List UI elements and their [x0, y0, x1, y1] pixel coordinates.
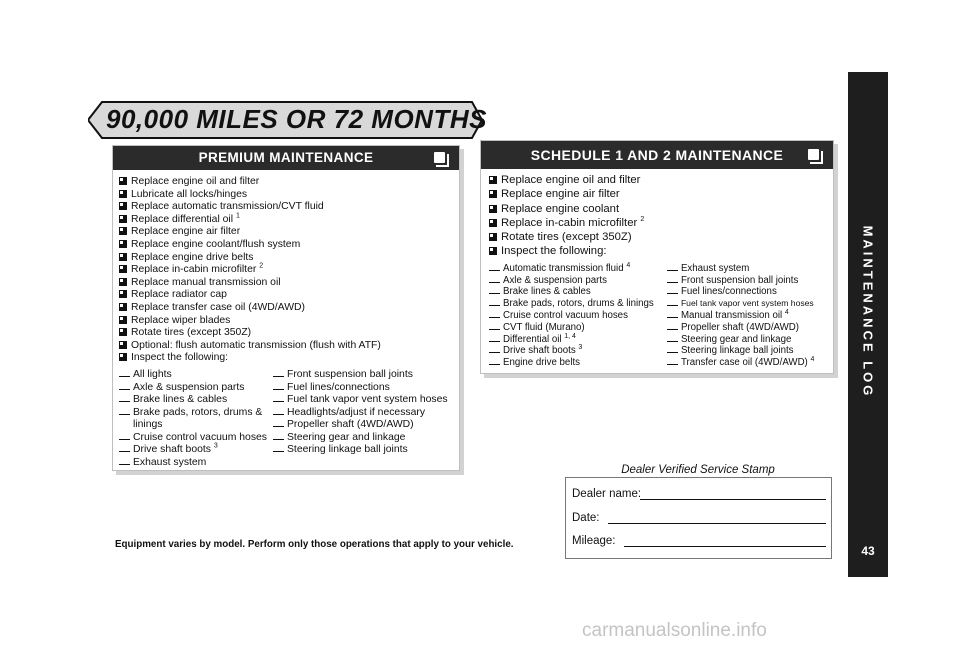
side-tab-label: [848, 72, 888, 512]
schedule-heading-text: SCHEDULE 1 AND 2 MAINTENANCE: [530, 147, 784, 163]
checkbox-icon: [489, 176, 497, 184]
date-line[interactable]: [608, 523, 826, 524]
list-item: Exhaust system: [667, 263, 833, 275]
page-number: 43: [861, 544, 875, 558]
list-item: Axle & suspension parts: [489, 275, 667, 287]
dealer-name-line[interactable]: [640, 499, 826, 500]
list-item: Inspect the following:: [489, 244, 833, 258]
list-item: Replace engine drive belts: [119, 252, 459, 265]
dealer-name-label: Dealer name:: [572, 488, 642, 500]
list-item: Rotate tires (except 350Z): [119, 327, 459, 340]
list-item: Replace engine air filter: [119, 226, 459, 239]
footnote-mark: 2: [259, 262, 264, 270]
list-item: Propeller shaft (4WD/AWD): [667, 322, 833, 334]
footnote-mark: 4: [784, 308, 789, 316]
list-item: Optional: flush automatic transmission (flush with ATF): [119, 340, 459, 353]
checkbox-icon: [489, 247, 497, 255]
list-item: Axle & suspension parts: [119, 382, 273, 395]
side-tab-text: MAINTENANCE LOG: [860, 225, 876, 399]
schedule-inspect-col1: [489, 263, 667, 369]
date-label: Date:: [572, 512, 600, 524]
list-item: Fuel tank vapor vent system hoses: [667, 298, 833, 310]
list-item: Engine drive belts: [489, 357, 667, 369]
list-item: Rotate tires (except 350Z): [489, 230, 833, 244]
list-item: Exhaust system: [119, 457, 273, 470]
list-item: Replace differential oil $^1$: [119, 214, 459, 227]
footnote-mark: 1: [235, 212, 240, 220]
schedule-item-list: [489, 173, 833, 259]
checkbox-icon: [434, 152, 445, 163]
list-item: Steering linkage ball joints: [273, 444, 453, 457]
list-item: Differential oil $^{1, 4}$: [489, 334, 667, 346]
premium-inspect-col2: [273, 369, 453, 470]
schedule-maintenance-box: [480, 140, 834, 374]
schedule-inspect-col2: [667, 263, 833, 369]
checkbox-icon: [119, 227, 127, 235]
checkbox-icon: [119, 316, 127, 324]
list-item: Cruise control vacuum hoses: [489, 310, 667, 322]
list-item: Headlights/adjust if necessary: [273, 407, 453, 420]
list-item: Replace engine coolant/flush system: [119, 239, 459, 252]
list-item: Cruise control vacuum hoses: [119, 432, 273, 445]
footnote-mark: 4: [626, 261, 631, 269]
list-item: Propeller shaft (4WD/AWD): [273, 419, 453, 432]
list-item: linings: [133, 419, 163, 431]
list-item: Fuel tank vapor vent system hoses: [273, 394, 453, 407]
list-item: Drive shaft boots $^3$: [489, 345, 667, 357]
list-item: Brake pads, rotors, drums & linings: [489, 298, 667, 310]
premium-item-list: [119, 176, 459, 365]
checkbox-icon: [119, 240, 127, 248]
premium-maintenance-box: [112, 145, 460, 471]
list-item: Manual transmission oil $^4$: [667, 310, 833, 322]
title-banner: [88, 100, 487, 140]
list-item: Fuel lines/connections: [667, 286, 833, 298]
checkbox-icon: [119, 341, 127, 349]
list-item: Fuel lines/connections: [273, 382, 453, 395]
checkbox-icon: [119, 253, 127, 261]
footnote-mark: 1, 4: [564, 332, 576, 340]
checkbox-icon: [119, 290, 127, 298]
checkbox-icon: [119, 190, 127, 198]
list-item: Inspect the following:: [119, 352, 459, 365]
checkbox-icon: [119, 303, 127, 311]
side-tab: [848, 72, 888, 577]
list-item: Steering gear and linkage: [667, 334, 833, 346]
premium-heading: [113, 146, 459, 170]
premium-inspect-col1: [119, 369, 273, 470]
footnote-mark: 2: [640, 216, 645, 224]
footnote-mark: 3: [578, 344, 583, 352]
checkbox-icon: [119, 328, 127, 336]
schedule-inspect-list: [489, 263, 833, 369]
checkbox-icon: [119, 215, 127, 223]
list-item: Brake pads, rotors, drums &: [119, 407, 273, 420]
stamp-title: Dealer Verified Service Stamp: [621, 464, 775, 476]
list-item: Replace engine air filter: [489, 187, 833, 201]
list-item: Front suspension ball joints: [273, 369, 453, 382]
list-item: Replace engine coolant: [489, 202, 833, 216]
list-item: Lubricate all locks/hinges: [119, 189, 459, 202]
list-item: Front suspension ball joints: [667, 275, 833, 287]
checkbox-icon: [119, 265, 127, 273]
dealer-stamp-box: [565, 477, 832, 559]
equipment-note: Equipment varies by model. Perform only those operations that apply to your vehicle.: [115, 539, 514, 550]
list-item: Transfer case oil (4WD/AWD) $^4$: [667, 357, 833, 369]
list-item: Replace engine oil and filter: [119, 176, 459, 189]
footnote-mark: 4: [810, 355, 815, 363]
checkbox-icon: [119, 202, 127, 210]
premium-heading-text: PREMIUM MAINTENANCE: [198, 150, 374, 165]
list-item: Replace manual transmission oil: [119, 277, 459, 290]
list-item: Steering gear and linkage: [273, 432, 453, 445]
checkbox-icon: [119, 278, 127, 286]
list-item: All lights: [119, 369, 273, 382]
checkbox-icon: [808, 149, 819, 160]
list-item: Brake lines & cables: [119, 394, 273, 407]
list-item: Replace transfer case oil (4WD/AWD): [119, 302, 459, 315]
list-item: Replace in-cabin microfilter $^2$: [489, 216, 833, 230]
footnote-mark: 3: [213, 443, 218, 450]
list-item: Replace automatic transmission/CVT fluid: [119, 201, 459, 214]
list-item: Drive shaft boots $^3$: [119, 444, 273, 457]
list-item: Replace engine oil and filter: [489, 173, 833, 187]
list-item: Replace radiator cap: [119, 289, 459, 302]
list-item: CVT fluid (Murano): [489, 322, 667, 334]
checkbox-icon: [489, 233, 497, 241]
premium-inspect-list: [119, 369, 459, 470]
checkbox-icon: [489, 205, 497, 213]
page-title: 90,000 MILES OR 72 MONTHS: [106, 104, 487, 134]
list-item: Automatic transmission fluid $^4$: [489, 263, 667, 275]
checkbox-icon: [119, 353, 127, 361]
list-item: Steering linkage ball joints: [667, 345, 833, 357]
checkbox-icon: [489, 219, 497, 227]
list-item: Replace wiper blades: [119, 315, 459, 328]
mileage-line[interactable]: [624, 546, 826, 547]
watermark: carmanualsonline.info: [582, 620, 767, 641]
checkbox-icon: [119, 177, 127, 185]
list-item: Replace in-cabin microfilter $^2$: [119, 264, 459, 277]
list-item: Brake lines & cables: [489, 286, 667, 298]
checkbox-icon: [489, 190, 497, 198]
schedule-heading: [481, 141, 833, 169]
mileage-label: Mileage:: [572, 535, 616, 547]
